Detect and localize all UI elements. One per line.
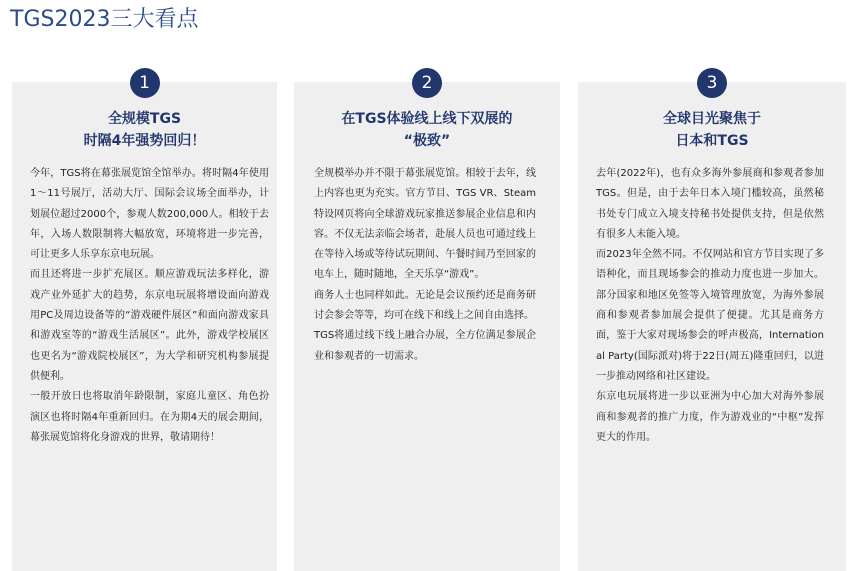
heading-line: 全规模TGS	[107, 111, 182, 127]
number-badge: 2	[412, 68, 442, 98]
paragraph: 而2023年全然不同。不仅网站和官方节目实现了多语种化，而且现场参会的推动力度也进一步加大。部分国家和地区免签等入境管理放宽，为海外参展商和参观者参加展会提供了便捷。尤其是商务方面，鉴于大家对现场参会的呼声极高，International Party(国际派对)将于22日(周五)隆重回归，以进一步推动网络和社区建设。	[596, 249, 824, 382]
panel-body	[596, 164, 824, 448]
number-badge: 3	[697, 68, 727, 98]
heading-line: 日本和TGS	[675, 133, 749, 149]
paragraph: TGS将通过线下线上融合办展，全方位满足参展企业和参观者的一切需求。	[314, 330, 536, 362]
paragraph: 去年(2022年)，也有众多海外参展商和参观者参加TGS。但是，由于去年日本入境门槛较高，虽然秘书处专门成立入境支持秘书处提供支持，但是依然有很多人未能入境。	[596, 168, 824, 240]
panel-2	[294, 73, 560, 571]
paragraph: 商务人士也同样如此。无论是会议预约还是商务研讨会参会等等，均可在线下和线上之间自由选择。	[314, 289, 536, 322]
page-title: TGS2023三大看点	[10, 7, 199, 32]
panel-1	[12, 73, 277, 571]
heading-line: “极致”	[403, 133, 451, 149]
panel-heading	[578, 108, 846, 152]
panel-body	[30, 164, 269, 448]
paragraph: 而且还将进一步扩充展区。顺应游戏玩法多样化，游戏产业外延扩大的趋势，东京电玩展将增设面向游戏用PC及周边设备等的“游戏硬件展区”和面向游戏家具和游戏室等的“游戏生活展区”。此外，游戏学校展区也更名为“游戏院校展区”，为大学和研究机构参展提供便利。	[30, 269, 269, 382]
panel-heading	[294, 108, 560, 152]
paragraph: 全规模举办并不限于幕张展览馆。相较于去年，线上内容也更为充实。官方节目、TGS VR、Steam特设网页将向全球游戏玩家推送参展企业信息和内容。不仅无法亲临会场者，赴展人员也可通过线上在等待入场或等待试玩期间、午餐时间乃至回家的电车上，随时随地，全天乐享“游戏”。	[314, 168, 536, 281]
paragraph: 一般开放日也将取消年龄限制，家庭儿童区、角色扮演区也将时隔4年重新回归。在为期4天的展会期间，幕张展览馆将化身游戏的世界，敬请期待！	[30, 391, 269, 443]
heading-line: 时隔4年强势回归！	[83, 133, 206, 149]
heading-line: 全球目光聚焦于	[663, 111, 761, 127]
heading-line: 在TGS体验线上线下双展的	[341, 111, 513, 127]
paragraph: 东京电玩展将进一步以亚洲为中心加大对海外参展商和参观者的推广力度，作为游戏业的“中枢”发挥更大的作用。	[596, 391, 824, 443]
panel-body	[314, 164, 536, 367]
panel-3	[578, 73, 846, 571]
number-badge: 1	[130, 68, 160, 98]
panel-heading	[12, 108, 277, 152]
paragraph: 今年，TGS将在幕张展览馆全馆举办。将时隔4年使用1～11号展厅，活动大厅、国际会议场全面举办，计划展位超过2000个，参观人数200,000人。相较于去年，入场人数限制将大幅放宽，环境将进一步完善，可让更多人乐享东京电玩展。	[30, 168, 269, 261]
